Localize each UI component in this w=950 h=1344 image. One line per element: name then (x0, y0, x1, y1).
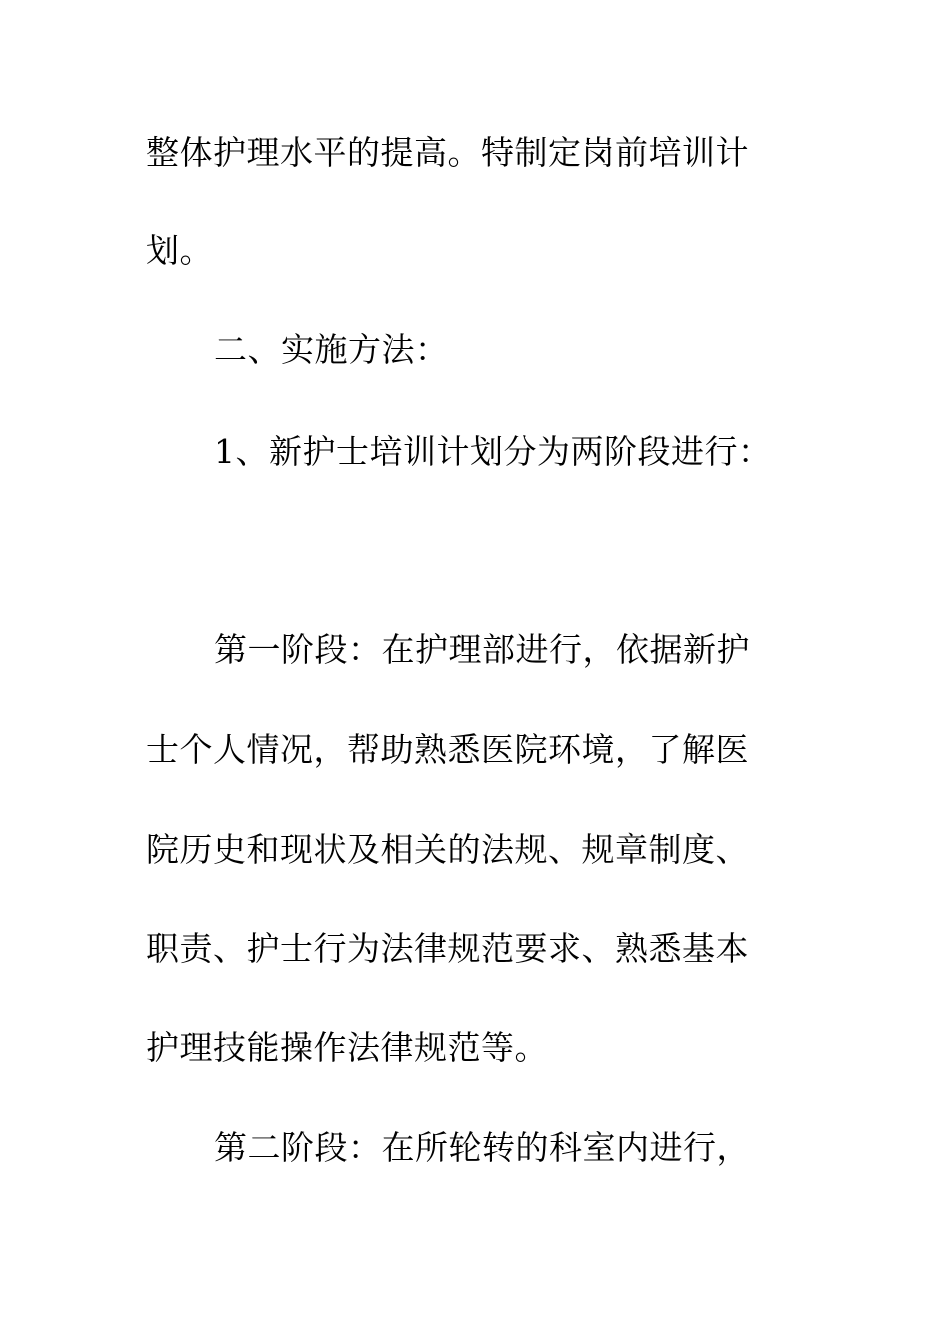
stage-one-line-2: 士个人情况，帮助熟悉医院环境，了解医 (146, 730, 749, 769)
paragraph-line-1: 整体护理水平的提高。特制定岗前培训计 (146, 133, 749, 172)
paragraph-line-2: 划。 (146, 231, 213, 270)
stage-one-line-1: 第一阶段：在护理部进行，依据新护 (214, 630, 750, 669)
item-heading-two-stages: 1、新护士培训计划分为两阶段进行： (214, 432, 772, 471)
stage-one-line-3: 院历史和现状及相关的法规、规章制度、 (146, 830, 749, 869)
stage-two-line-1: 第二阶段：在所轮转的科室内进行， (214, 1128, 750, 1167)
stage-one-line-4: 职责、护士行为法律规范要求、熟悉基本 (146, 929, 749, 968)
stage-one-line-5: 护理技能操作法律规范等。 (146, 1028, 548, 1067)
section-heading-implementation: 二、实施方法： (214, 330, 449, 369)
